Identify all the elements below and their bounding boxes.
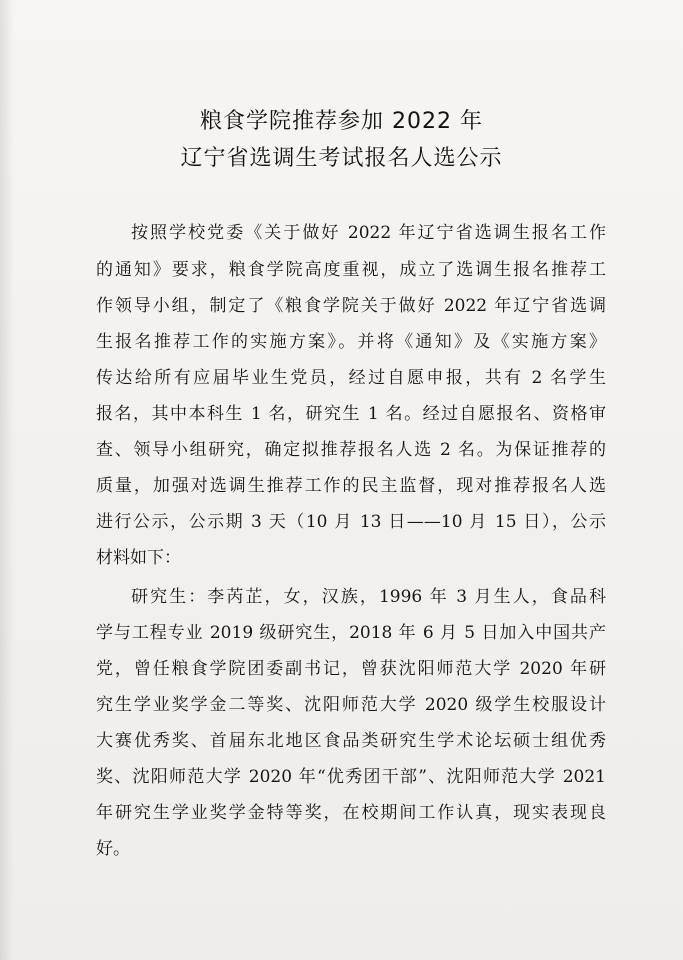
paragraph-2-line-8: 好。 <box>96 839 130 859</box>
paragraph-1-line-2: 的通知》要求，粮食学院高度重视，成立了选调生报名推荐工 <box>96 260 606 280</box>
paragraph-1-line-1: 按照学校党委《关于做好 2022 年辽宁省选调生报名工作 <box>131 223 606 243</box>
paragraph-1-line-6: 报名，其中本科生 1 名，研究生 1 名。经过自愿报名、资格审 <box>96 404 606 424</box>
paragraph-2-line-4: 究生学业奖学金二等奖、沈阳师范大学 2020 级学生校服设计 <box>96 695 606 715</box>
document-title-line-1: 粮食学院推荐参加 2022 年 <box>200 109 483 134</box>
paragraph-1-line-4: 生报名推荐工作的实施方案》。并将《通知》及《实施方案》 <box>96 332 606 352</box>
paragraph-2-line-3: 党，曾任粮食学院团委副书记，曾获沈阳师范大学 2020 年研 <box>96 659 606 679</box>
paragraph-1-line-5: 传达给所有应届毕业生党员，经过自愿申报，共有 2 名学生 <box>96 368 606 388</box>
paragraph-1-line-3: 作领导小组，制定了《粮食学院关于做好 2022 年辽宁省选调 <box>96 296 606 316</box>
paragraph-2-line-7: 年研究生学业奖学金特等奖，在校期间工作认真，现实表现良 <box>96 803 606 823</box>
paragraph-2-line-5: 大赛优秀奖、首届东北地区食品类研究生学术论坛硕士组优秀 <box>96 731 606 751</box>
paragraph-1-line-7: 查、领导小组研究，确定拟推荐报名人选 2 名。为保证推荐的 <box>96 440 606 460</box>
paragraph-1-line-8: 质量，加强对选调生推荐工作的民主监督，现对推荐报名人选 <box>96 476 606 496</box>
paragraph-2-line-1: 研究生：李芮芷，女，汉族，1996 年 3 月生人，食品科 <box>131 587 606 607</box>
paragraph-2-line-2: 学与工程专业 2019 级研究生，2018 年 6 月 5 日加入中国共产 <box>96 623 606 643</box>
document-title-line-2: 辽宁省选调生考试报名人选公示 <box>180 146 503 171</box>
paragraph-1-line-9: 进行公示，公示期 3 天（10 月 13 日——10 月 15 日），公示 <box>96 512 606 532</box>
paragraph-1-line-10: 材料如下： <box>96 548 181 568</box>
paragraph-2-line-6: 奖、沈阳师范大学 2020 年“优秀团干部”、沈阳师范大学 2021 <box>96 767 606 787</box>
